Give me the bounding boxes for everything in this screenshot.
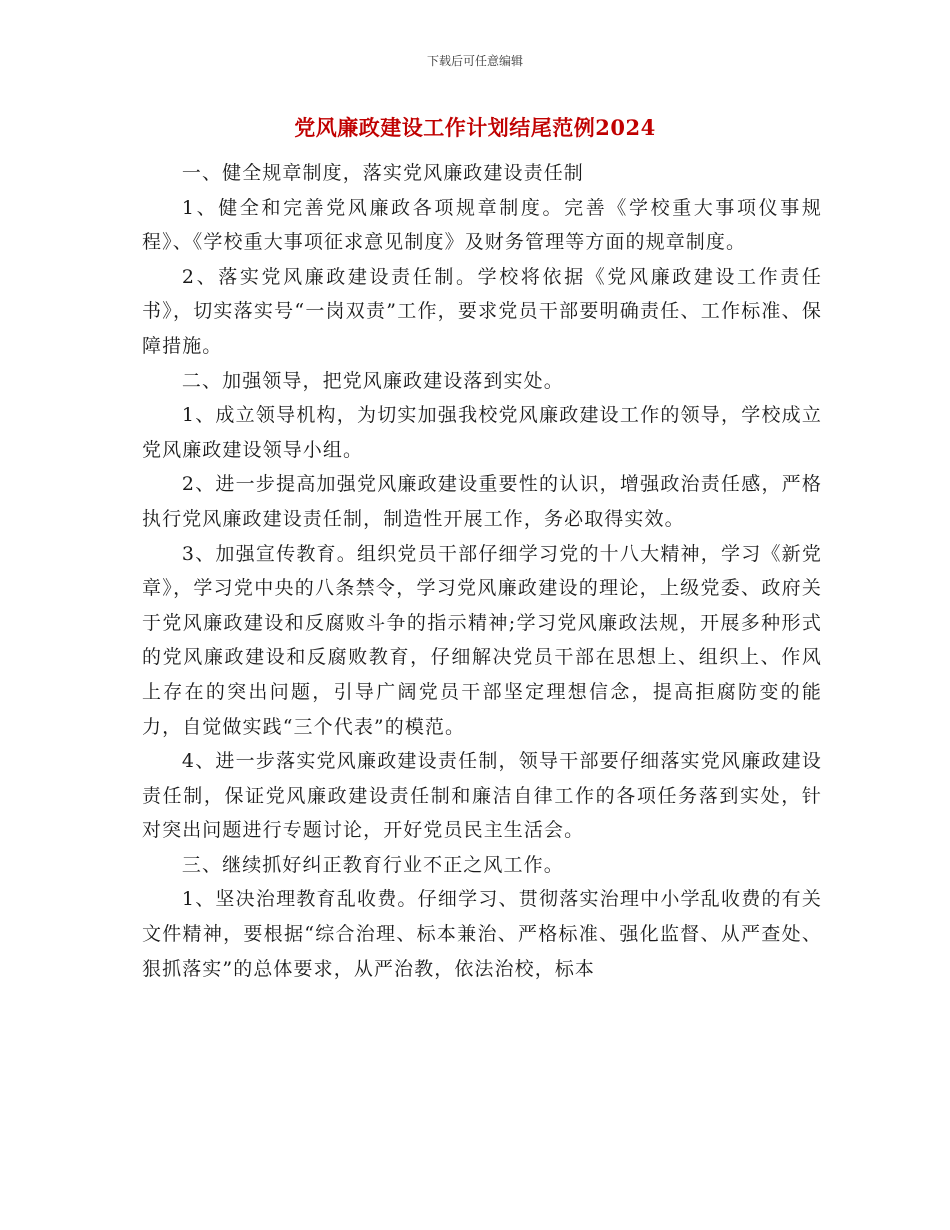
document-title: 党风廉政建设工作计划结尾范例2024 xyxy=(294,115,656,140)
section-heading-2: 二、加强领导，把党风廉政建设落到实处。 xyxy=(181,369,564,392)
paragraph: 1、健全和完善党风廉政各项规章制度。完善《学校重大事项仪事规程》、《学校重大事项征求意见制度》及财务管理等方面的规章制度。 xyxy=(142,196,822,254)
document-body xyxy=(142,156,822,986)
section-heading-1: 一、健全规章制度，落实党风廉政建设责任制 xyxy=(181,162,584,184)
paragraph: 3、加强宣传教育。组织党员干部仔细学习党的十八大精神，学习《新党章》，学习党中央的八条禁令，学习党风廉政建设的理论，上级党委、政府关于党风廉政建设和反腐败斗争的指示精神;学习党风廉政法规，开展多种形式的党风廉政建设和反腐败教育，仔细解决党员干部在思想上、组织上、作风上存在的突出问题，引导广阔党员干部坚定理想信念，提高拒腐防变的能力，自觉做实践“三个代表”的模范。 xyxy=(142,542,822,738)
paragraph: 1、坚决治理教育乱收费。仔细学习、贯彻落实治理中小学乱收费的有关文件精神，要根据“综合治理、标本兼治、严格标准、强化监督、从严查处、狠抓落实”的总体要求，从严治教，依法治校，标本 xyxy=(142,888,822,980)
paragraph: 4、进一步落实党风廉政建设责任制，领导干部要仔细落实党风廉政建设责任制，保证党风廉政建设责任制和廉洁自律工作的各项任务落到实处，针对突出问题进行专题讨论，开好党员民主生活会。 xyxy=(142,750,822,842)
paragraph: 2、落实党风廉政建设责任制。学校将依据《党风廉政建设工作责任书》，切实落实号“一岗双责”工作，要求党员干部要明确责任、工作标准、保障措施。 xyxy=(142,265,822,357)
paragraph: 2、进一步提高加强党风廉政建设重要性的认识，增强政治责任感，严格执行党风廉政建设责任制，制造性开展工作，务必取得实效。 xyxy=(142,473,822,530)
paragraph: 1、成立领导机构，为切实加强我校党风廉政建设工作的领导，学校成立党风廉政建设领导小组。 xyxy=(142,404,822,461)
section-heading-3: 三、继续抓好纠正教育行业不正之风工作。 xyxy=(181,853,564,876)
page-header: 下载后可任意编辑 xyxy=(426,54,523,68)
